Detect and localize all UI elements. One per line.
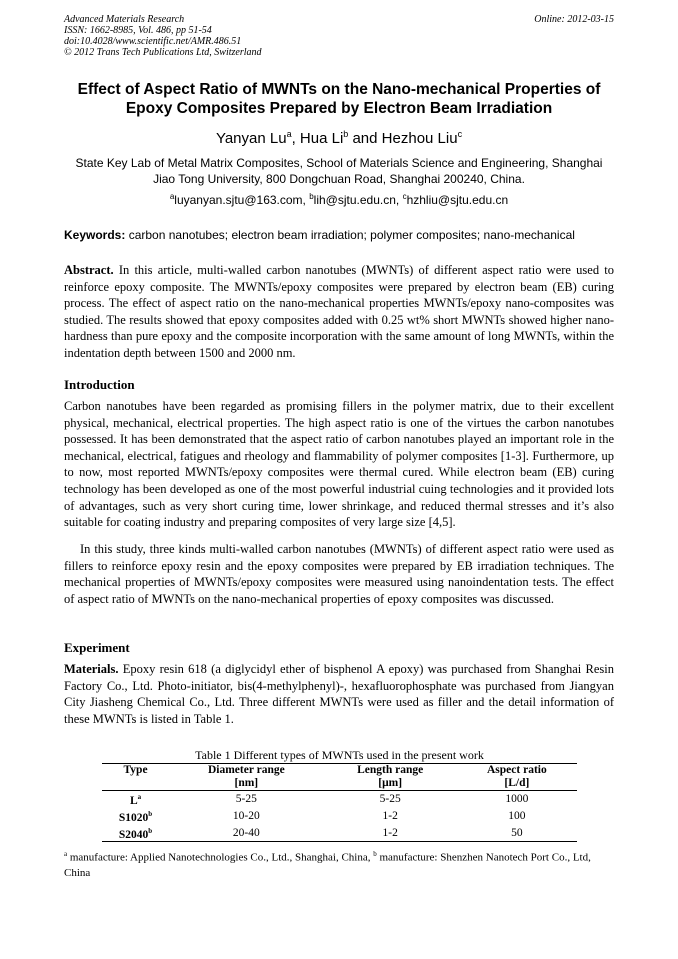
header-length: Length range xyxy=(324,764,457,778)
journal-name: Advanced Materials Research xyxy=(64,14,185,25)
cell-diameter: 5-25 xyxy=(235,792,257,805)
introduction-paragraph-1: Carbon nanotubes have been regarded as promising fillers in the polymer matrix, due to their excellent physical, mechanical, electrical properties. The high aspect ratio is one of the virtues the carbon nanotubes possessed. It has been demonstrated that the aspect ratio of carbon nanotubes played an important role in the mechanical, electrical, fatigues and rheology and flammability of polymer composites [1-3]. Furthermore, up to now, most reported MWNTs/epoxy composites were thermal cured. While electron beam (EB) curing technology has been developed as one of the most powerful industrial cuing technologies and it provided lots of advantages, such as very short curing time, lower shrinkage, and reduced thermal stresses and it’s also suitable for coating industry and preparing composites of very large size [4,5]. xyxy=(64,399,614,530)
type-name: S2040 xyxy=(118,828,149,841)
table-header-row xyxy=(102,764,577,778)
type-sup: b xyxy=(148,809,153,818)
unit-aspect: [L/d] xyxy=(457,777,577,791)
author-2-sup: b xyxy=(343,129,349,139)
cell-length: 5-25 xyxy=(379,792,401,805)
author-2: Hua Li xyxy=(299,130,344,147)
materials-paragraph xyxy=(64,661,614,727)
header-aspect: Aspect ratio xyxy=(457,764,577,778)
email-c: hzhliu@sjtu.edu.cn xyxy=(406,193,509,207)
author-sep-1: , xyxy=(291,130,300,147)
unit-type xyxy=(102,777,169,791)
cell-type xyxy=(102,808,169,825)
issn: ISSN: 1662-8985, Vol. 486, pp 51-54 xyxy=(64,25,212,36)
materials-label: Materials. xyxy=(64,662,119,676)
email-a: luyanyan.sjtu@163.com, xyxy=(174,193,310,207)
email-b-sup: b xyxy=(309,192,314,201)
footnote-a-sup: a xyxy=(64,850,68,858)
title-line-1: Effect of Aspect Ratio of MWNTs on the Nano-mechanical Properties of xyxy=(77,81,601,98)
author-list xyxy=(64,129,614,147)
table-row xyxy=(102,808,577,825)
paper-title xyxy=(64,80,614,118)
table-row xyxy=(102,791,577,808)
type-name: L xyxy=(129,794,138,807)
abstract-label: Abstract. xyxy=(64,263,114,277)
cell-type xyxy=(102,825,169,842)
author-1: Yanyan Lu xyxy=(215,130,287,147)
abstract xyxy=(64,262,614,362)
unit-diameter: [nm] xyxy=(169,777,324,791)
author-3: Hezhou Liu xyxy=(381,130,458,147)
type-sup: b xyxy=(148,826,153,835)
email-a-sup: a xyxy=(169,192,175,201)
online-date: Online: 2012-03-15 xyxy=(534,14,614,25)
author-3-sup: c xyxy=(457,129,463,139)
introduction-paragraph-2: In this study, three kinds multi-walled carbon nanotubes (MWNTs) of different aspect ratio were used as fillers to reinforce epoxy resin and the epoxy composites were prepared by EB irradiation techniques. The mechanical properties of MWNTs/epoxy composites were measured using nanoindentation tests. The effect of aspect ratio of MWNTs on the nano-mechanical properties of epoxy composites was discussed. xyxy=(64,542,614,606)
cell-aspect: 50 xyxy=(457,825,577,842)
cell-type xyxy=(102,791,169,808)
affiliation xyxy=(64,155,614,187)
author-sep-2: and xyxy=(348,130,382,147)
keywords xyxy=(64,228,614,242)
table-units-row xyxy=(102,777,577,791)
experiment-heading: Experiment xyxy=(64,640,130,655)
copyright: © 2012 Trans Tech Publications Ltd, Switzerland xyxy=(64,47,262,58)
email-b: lih@sjtu.edu.cn, xyxy=(313,193,403,207)
unit-length: [μm] xyxy=(324,777,457,791)
cell-length: 1-2 xyxy=(324,825,457,842)
header-type: Type xyxy=(102,764,169,778)
cell-diameter: 10-20 xyxy=(232,809,260,822)
footnote-b-text: manufacture: Shenzhen Nanotech Port Co., Ltd, China xyxy=(64,851,591,879)
abstract-text: In this article, multi-walled carbon nanotubes (MWNTs) of different aspect ratio were used to reinforce epoxy composite. The MWNTs/epoxy composites were prepared by electron beam (EB) curing process. The effect of aspect ratio on the nano-mechanical properties MWNTs/epoxy nano-composites was studied. The results showed that epoxy composites added with 0.25 wt% short MWNTs showed higher nano-hardness than pure epoxy and the composite incorporation with the same amount of long MWNTs, within the indentation depth between 1500 and 2000 nm. xyxy=(64,263,614,360)
author-1-sup: a xyxy=(286,129,292,139)
table-caption: Table 1 Different types of MWNTs used in the present work xyxy=(195,748,484,762)
cell-aspect: 1000 xyxy=(505,792,529,805)
type-name: S1020 xyxy=(118,811,149,824)
footnote-b-sup: b xyxy=(373,850,377,858)
affiliation-line-2: Jiao Tong University, 800 Dongchuan Road, Shanghai 200240, China. xyxy=(153,172,525,186)
title-line-2: Epoxy Composites Prepared by Electron Beam Irradiation xyxy=(125,100,553,117)
introduction-heading: Introduction xyxy=(64,377,135,392)
journal-header xyxy=(64,14,614,58)
type-sup: a xyxy=(137,793,142,801)
cell-length: 1-2 xyxy=(382,809,398,822)
email-c-sup: c xyxy=(402,192,407,201)
materials-text: Epoxy resin 618 (a diglycidyl ether of bisphenol A epoxy) was purchased from Shanghai Resin Factory Co., Ltd. Photo-initiator, bis(4-methylphenyl)-, hexafluorophosphate was purchased from Jiangyan City Jiasheng Chemical Co., Ltd. Three different MWNTs were used as filler and the detail information of these MWNTs is listed in Table 1. xyxy=(64,662,614,726)
table-footnote xyxy=(64,847,614,881)
author-emails xyxy=(64,192,614,207)
affiliation-line-1: State Key Lab of Metal Matrix Composites, School of Materials Science and Engineering, Shanghai xyxy=(75,156,603,170)
footnote-a-text: manufacture: Applied Nanotechnologies Co., Ltd., Shanghai, China, xyxy=(67,851,374,864)
keywords-text: carbon nanotubes; electron beam irradiation; polymer composites; nano-mechanical xyxy=(125,228,575,242)
cell-aspect: 100 xyxy=(508,809,526,822)
table-row xyxy=(102,825,577,842)
doi: doi:10.4028/www.scientific.net/AMR.486.51 xyxy=(64,36,242,47)
mwnt-table xyxy=(102,763,577,842)
header-diameter: Diameter range xyxy=(169,764,324,778)
keywords-label: Keywords: xyxy=(64,228,126,242)
cell-diameter: 20-40 xyxy=(169,825,324,842)
